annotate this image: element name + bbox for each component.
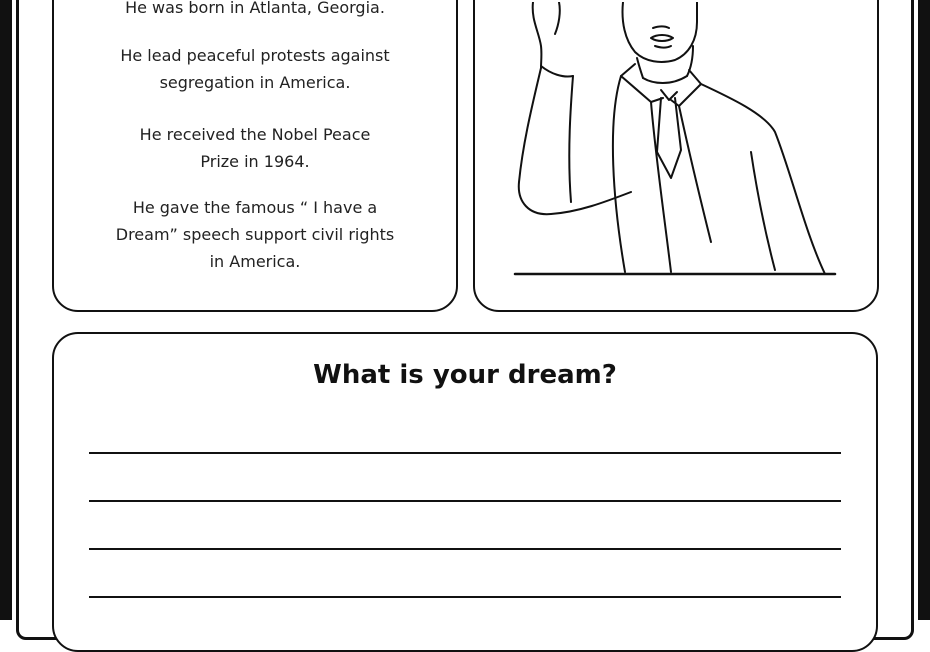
writing-line[interactable] [89, 548, 841, 550]
fact-line: Prize in 1964. [200, 152, 310, 171]
fact-dream-speech [54, 194, 456, 275]
fact-line: in America. [209, 252, 301, 271]
fact-line: He was born in Atlanta, Georgia. [125, 0, 385, 17]
writing-line[interactable] [89, 452, 841, 454]
portrait-panel [473, 0, 879, 312]
writing-line[interactable] [89, 596, 841, 598]
dream-prompt-title: What is your dream? [313, 360, 617, 390]
page-edge-right [918, 0, 930, 620]
fact-birthplace [54, 0, 456, 21]
fact-protests [54, 42, 456, 96]
fact-line: segregation in America. [159, 73, 351, 92]
facts-panel [52, 0, 458, 312]
fact-line: He gave the famous “ I have a [132, 198, 378, 217]
fact-line: He received the Nobel Peace [139, 125, 371, 144]
fact-line: Dream” speech support civil rights [115, 225, 395, 244]
fact-nobel-prize [54, 121, 456, 175]
dream-writing-panel [52, 332, 878, 652]
fact-line: He lead peaceful protests against [120, 46, 390, 65]
waving-man-illustration-icon [475, 2, 879, 312]
writing-line[interactable] [89, 500, 841, 502]
page-edge-left [0, 0, 12, 620]
